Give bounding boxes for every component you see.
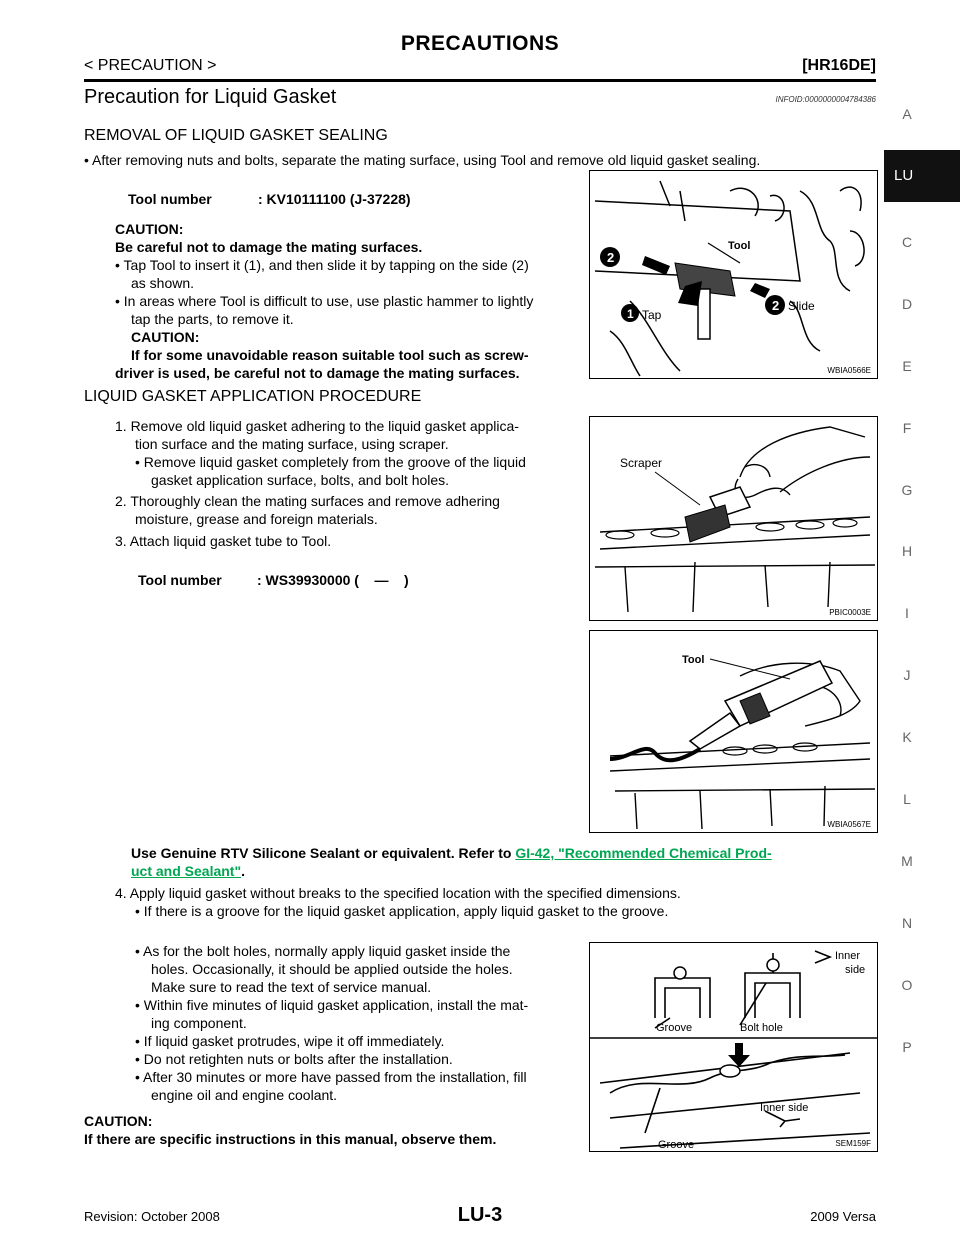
side-index-n[interactable]: N — [901, 915, 913, 931]
fill-oil-bullet-line-1: • After 30 minutes or more have passed from the installation, fill — [135, 1069, 527, 1085]
caution-label: CAUTION: — [115, 221, 184, 237]
info-id: INFOID:0000000004784386 — [775, 95, 876, 104]
caution-text: If there are specific instructions in this manual, observe them. — [84, 1131, 497, 1147]
use-genuine-line-1 — [131, 844, 876, 862]
bolt-hole-bullet-line-1: • As for the bolt holes, normally apply liquid gasket inside the — [135, 943, 511, 959]
removal-bullet-1-line-2: as shown. — [131, 275, 195, 291]
side-index-o[interactable]: O — [901, 977, 913, 993]
side-index-l[interactable]: L — [903, 791, 911, 807]
step-2-line-2: moisture, grease and foreign materials. — [135, 511, 378, 527]
label-bolt-hole: Bolt hole — [740, 1022, 783, 1034]
side-index-lu-active[interactable]: LU — [884, 150, 960, 202]
step-1-bullet-line-1: • Remove liquid gasket completely from the groove of the liquid — [135, 454, 526, 470]
use-genuine-line-2 — [131, 862, 245, 880]
label-inner-side: Inner side — [760, 1102, 809, 1114]
scraper-illustration — [590, 417, 878, 621]
step-2-line-1: 2. Thoroughly clean the mating surfaces and remove adhering — [115, 493, 500, 509]
page-title: PRECAUTIONS — [400, 32, 560, 55]
label-tool: Tool — [682, 654, 705, 666]
figure-code: WBIA0566E — [827, 366, 871, 375]
edition-label: 2009 Versa — [810, 1209, 876, 1224]
figure-scraper — [589, 416, 878, 621]
label-side: side — [845, 964, 866, 976]
side-index-e[interactable]: E — [902, 358, 912, 374]
removal-intro: • After removing nuts and bolts, separate the mating surface, using Tool and remove old liquid gasket sealing. — [84, 152, 761, 168]
caution-label: CAUTION: — [131, 329, 200, 345]
caution-text: Be careful not to damage the mating surfaces. — [115, 239, 423, 255]
caution-text-line-1: If for some unavoidable reason suitable tool such as screw- — [131, 347, 529, 363]
removal-bullet-1-line-1: • Tap Tool to insert it (1), and then slide it by tapping on the side (2) — [115, 257, 529, 273]
removal-bullet-2-line-1: • In areas where Tool is difficult to use, use plastic hammer to lightly — [115, 293, 534, 309]
revision-label: Revision: October 2008 — [84, 1209, 220, 1224]
application-heading: LIQUID GASKET APPLICATION PROCEDURE — [84, 388, 422, 405]
figure-gasket-tube-tool — [589, 630, 878, 833]
side-index-j[interactable]: J — [903, 667, 911, 683]
removal-tool-value: : KV10111100 (J-37228) — [258, 191, 411, 207]
side-index-g[interactable]: G — [901, 482, 913, 498]
caution-text-line-2: driver is used, be careful not to damage the mating surfaces. — [115, 365, 520, 381]
section-heading: Precaution for Liquid Gasket — [84, 86, 337, 108]
gi-42-link-cont[interactable]: uct and Sealant" — [131, 863, 242, 879]
application-tool-value: : WS39930000 ( — ) — [257, 572, 409, 588]
page-number: LU-3 — [457, 1204, 503, 1226]
side-index-d[interactable]: D — [901, 296, 913, 312]
step-4: 4. Apply liquid gasket without breaks to the specified location with the specified dimensions. — [115, 885, 681, 901]
wipe-bullet: • If liquid gasket protrudes, wipe it off immediately. — [135, 1033, 445, 1049]
side-index-k[interactable]: K — [902, 729, 912, 745]
callout-1: 1 — [627, 307, 634, 321]
tool-tap-illustration — [590, 171, 878, 379]
step-1-bullet-line-2: gasket application surface, bolts, and bolt holes. — [151, 472, 450, 488]
label-scraper: Scraper — [620, 456, 663, 470]
label-inner: Inner — [835, 950, 861, 962]
label-groove-upper: Groove — [656, 1022, 693, 1034]
section-label: < PRECAUTION > — [84, 57, 217, 74]
bolt-hole-bullet-line-3: Make sure to read the text of service manual. — [151, 979, 432, 995]
install-bullet-line-1: • Within five minutes of liquid gasket application, install the mat- — [135, 997, 529, 1013]
bolt-hole-bullet-line-2: holes. Occasionally, it should be applied outside the holes. — [151, 961, 513, 977]
removal-bullet-2-line-2: tap the parts, to remove it. — [131, 311, 294, 327]
side-index-a[interactable]: A — [902, 106, 912, 122]
label-tool: Tool — [728, 240, 751, 252]
side-index-c[interactable]: C — [901, 234, 913, 250]
retighten-bullet: • Do not retighten nuts or bolts after the installation. — [135, 1051, 453, 1067]
side-index-h[interactable]: H — [901, 543, 913, 559]
step-4-bullet: • If there is a groove for the liquid gasket application, apply liquid gasket to the groove. — [135, 903, 669, 919]
use-genuine-period: . — [241, 863, 245, 879]
gi-42-link[interactable]: GI-42, "Recommended Chemical Prod- — [515, 845, 772, 861]
use-genuine-text: Use Genuine RTV Silicone Sealant or equivalent. Refer to — [131, 845, 512, 861]
callout-2-upper: 2 — [607, 250, 615, 265]
figure-tool-tap-slide — [589, 170, 878, 379]
figure-code: WBIA0567E — [827, 820, 871, 829]
application-tool-label: Tool number — [138, 572, 222, 588]
step-1-line-1: 1. Remove old liquid gasket adhering to the liquid gasket applica- — [115, 418, 519, 434]
fill-oil-bullet-line-2: engine oil and engine coolant. — [151, 1087, 338, 1103]
install-bullet-line-2: ing component. — [151, 1015, 247, 1031]
figure-code: SEM159F — [835, 1139, 871, 1148]
step-1-line-2: tion surface and the mating surface, using scraper. — [135, 436, 449, 452]
figure-code: PBIC0003E — [829, 608, 871, 617]
side-index-p[interactable]: P — [902, 1039, 912, 1055]
caution-label: CAUTION: — [84, 1113, 153, 1129]
label-tap: Tap — [642, 308, 662, 322]
side-index-m[interactable]: M — [901, 853, 913, 869]
side-index-f[interactable]: F — [902, 420, 912, 436]
step-3: 3. Attach liquid gasket tube to Tool. — [115, 533, 332, 549]
callout-2-lower: 2 — [772, 298, 780, 313]
label-groove-lower: Groove — [658, 1139, 695, 1151]
label-slide: Slide — [788, 299, 815, 313]
side-index-i[interactable]: I — [905, 605, 909, 621]
groove-bolt-hole-illustration — [590, 943, 878, 1152]
removal-tool-label: Tool number — [128, 191, 212, 207]
gasket-tube-illustration — [590, 631, 878, 833]
engine-model-label: [HR16DE] — [802, 57, 876, 74]
header-rule — [84, 79, 876, 82]
removal-heading: REMOVAL OF LIQUID GASKET SEALING — [84, 127, 388, 144]
figure-groove-bolt-hole — [589, 942, 878, 1152]
